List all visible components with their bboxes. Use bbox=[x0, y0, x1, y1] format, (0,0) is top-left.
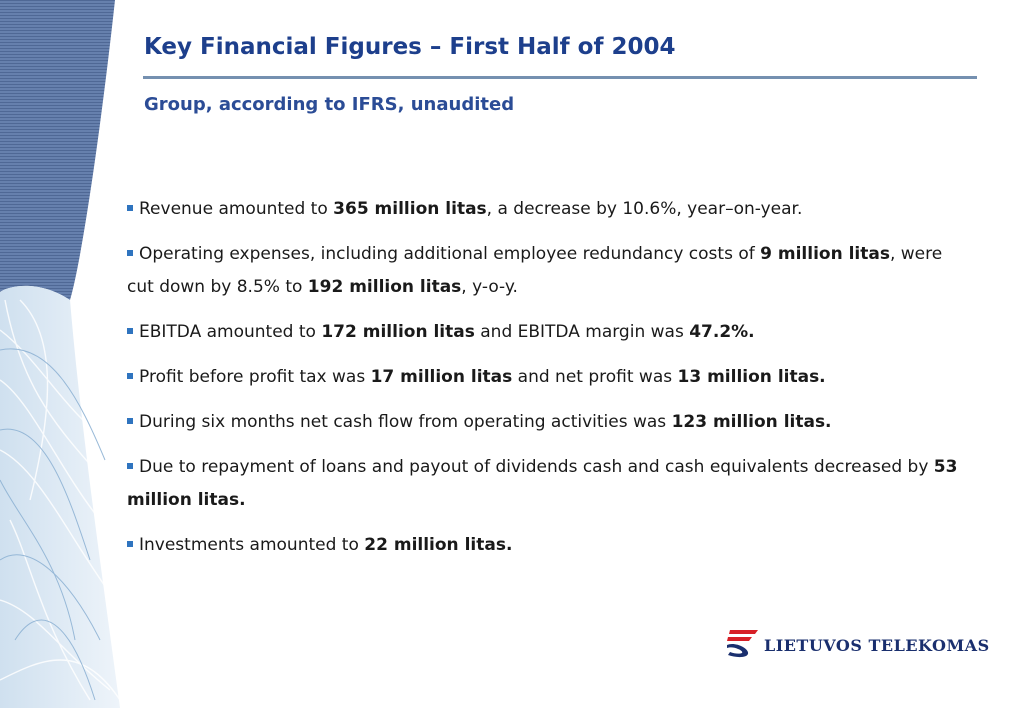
square-bullet-icon bbox=[127, 328, 133, 334]
figure-highlight: 13 million litas. bbox=[677, 367, 826, 387]
key-figures-list bbox=[127, 193, 967, 574]
square-bullet-icon bbox=[127, 250, 133, 256]
square-bullet-icon bbox=[127, 205, 133, 211]
figure-highlight: 172 million litas bbox=[321, 322, 475, 342]
figure-highlight: 22 million litas. bbox=[364, 535, 513, 555]
figure-highlight: 365 million litas bbox=[333, 199, 487, 219]
bullet-text: Operating expenses, including additional employee redundancy costs of bbox=[139, 244, 761, 264]
bullet-text: Investments amounted to bbox=[139, 535, 365, 555]
bullet-text: , a decrease by 10.6%, year–on-year. bbox=[486, 199, 803, 219]
square-bullet-icon bbox=[127, 463, 133, 469]
figure-highlight: 53 million litas. bbox=[127, 457, 958, 510]
bullet-text: EBITDA amounted to bbox=[139, 322, 322, 342]
company-logo bbox=[726, 628, 1001, 658]
figure-highlight: 192 million litas bbox=[307, 277, 462, 297]
bullet-text: , were cut down by 8.5% to bbox=[127, 244, 943, 297]
bullet-text: Revenue amounted to bbox=[139, 199, 334, 219]
bullet-text: and EBITDA margin was bbox=[474, 322, 690, 342]
bullet-text: Due to repayment of loans and payout of dividends cash and cash equivalents decreased by bbox=[139, 457, 934, 477]
decorative-side-band bbox=[0, 0, 135, 708]
bullet-text: , y-o-y. bbox=[461, 277, 518, 297]
figure-highlight: 123 million litas. bbox=[671, 412, 832, 432]
title-divider bbox=[143, 76, 977, 79]
bullet-text: Profit before profit tax was bbox=[139, 367, 371, 387]
logo-wordmark: LIETUVOS TELEKOMAS bbox=[764, 636, 990, 655]
slide-title: Key Financial Figures – First Half of 2004 bbox=[144, 34, 676, 60]
bullet-item bbox=[127, 193, 967, 226]
bullet-item bbox=[127, 238, 967, 304]
slide-subtitle: Group, according to IFRS, unaudited bbox=[144, 94, 515, 115]
bullet-text: During six months net cash flow from operating activities was bbox=[139, 412, 672, 432]
bullet-text: and net profit was bbox=[512, 367, 678, 387]
lietuvos-telekomas-logo-icon bbox=[726, 628, 760, 658]
figure-highlight: 47.2%. bbox=[689, 322, 755, 342]
bullet-item bbox=[127, 451, 967, 517]
square-bullet-icon bbox=[127, 418, 133, 424]
bullet-item bbox=[127, 406, 967, 439]
bullet-item bbox=[127, 361, 967, 394]
bullet-item bbox=[127, 529, 967, 562]
square-bullet-icon bbox=[127, 541, 133, 547]
bullet-item bbox=[127, 316, 967, 349]
square-bullet-icon bbox=[127, 373, 133, 379]
figure-highlight: 17 million litas bbox=[370, 367, 513, 387]
figure-highlight: 9 million litas bbox=[760, 244, 890, 264]
